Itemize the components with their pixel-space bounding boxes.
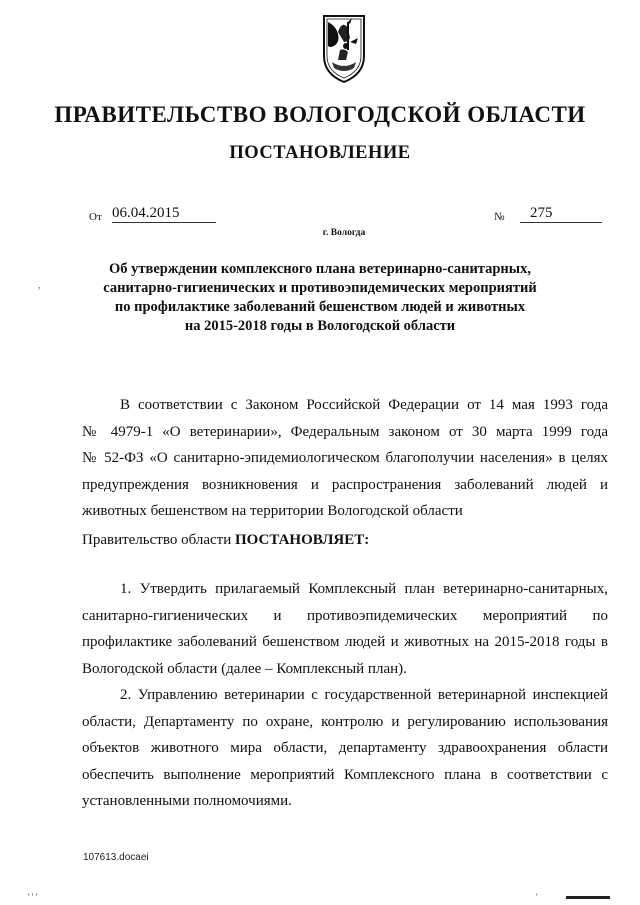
document-subject [100, 260, 540, 336]
item-2-line: обеспечить выполнение мероприятий Комплексного плана в соответствии с [82, 766, 608, 783]
item-2-line: 2. Управлению ветеринарии с государственной ветеринарной инспекцией [120, 687, 608, 703]
item-1-line: санитарно-гигиенических и противоэпидемических мероприятий по [82, 607, 608, 624]
scan-mark: , [38, 280, 41, 290]
item-1-paragraph [82, 576, 608, 682]
preamble-line: № 52-ФЗ «О санитарно-эпидемиологическом благополучии населения» в целях [82, 450, 608, 466]
item-2-paragraph [82, 682, 608, 815]
item-1-line: профилактике заболеваний бешенством людей и животных на 2015-2018 годы в [82, 634, 608, 650]
coat-of-arms-icon [320, 12, 368, 84]
preamble-line: предупреждения возникновения и распространения заболеваний людей и [82, 476, 608, 493]
scan-mark [566, 896, 610, 899]
preamble-line: № 4979-1 «О ветеринарии», Федеральным законом от 30 марта 1999 года [82, 423, 608, 440]
resolution-prefix: Правительство области [82, 532, 235, 548]
item-1-line: Вологодской области (далее – Комплексный план). [82, 660, 407, 677]
number-prefix: № [494, 211, 505, 223]
preamble-line: животных бешенством на территории Вологодской области [82, 503, 463, 519]
government-title: ПРАВИТЕЛЬСТВО ВОЛОГОДСКОЙ ОБЛАСТИ [54, 102, 586, 127]
item-2-line: установленными полномочиями. [82, 793, 292, 809]
item-2-line: объектов животного мира области, департаменту здравоохранения области [82, 740, 608, 756]
document-date: 06.04.2015 [112, 205, 216, 223]
preamble-paragraph [82, 392, 608, 525]
document-code: 107613.docaei [83, 852, 149, 863]
preamble-line: В соответствии с Законом Российской Федерации от 14 мая 1993 года [120, 397, 608, 413]
item-2-line: области, Департаменту по охране, контролю и регулированию использования [82, 713, 608, 730]
document-number: 275 [520, 205, 602, 223]
document-type: ПОСТАНОВЛЕНИЕ [229, 143, 411, 163]
resolution-verb: ПОСТАНОВЛЯЕТ: [234, 532, 370, 548]
subject-line: санитарно-гигиенических и противоэпидемических мероприятий [103, 280, 537, 296]
subject-line: по профилактике заболеваний бешенством людей и животных [114, 299, 526, 315]
item-1-line: 1. Утвердить прилагаемый Комплексный план ветеринарно-санитарных, [120, 581, 608, 597]
subject-line: на 2015-2018 годы в Вологодской области [184, 318, 456, 334]
scan-mark: ' ' ' [28, 892, 38, 902]
scan-mark: ' [536, 892, 538, 902]
date-prefix: От [89, 211, 102, 223]
city-label: г. Вологда [322, 228, 366, 238]
subject-line: Об утверждении комплексного плана ветеринарно-санитарных, [109, 261, 531, 277]
resolution-line [82, 527, 608, 554]
